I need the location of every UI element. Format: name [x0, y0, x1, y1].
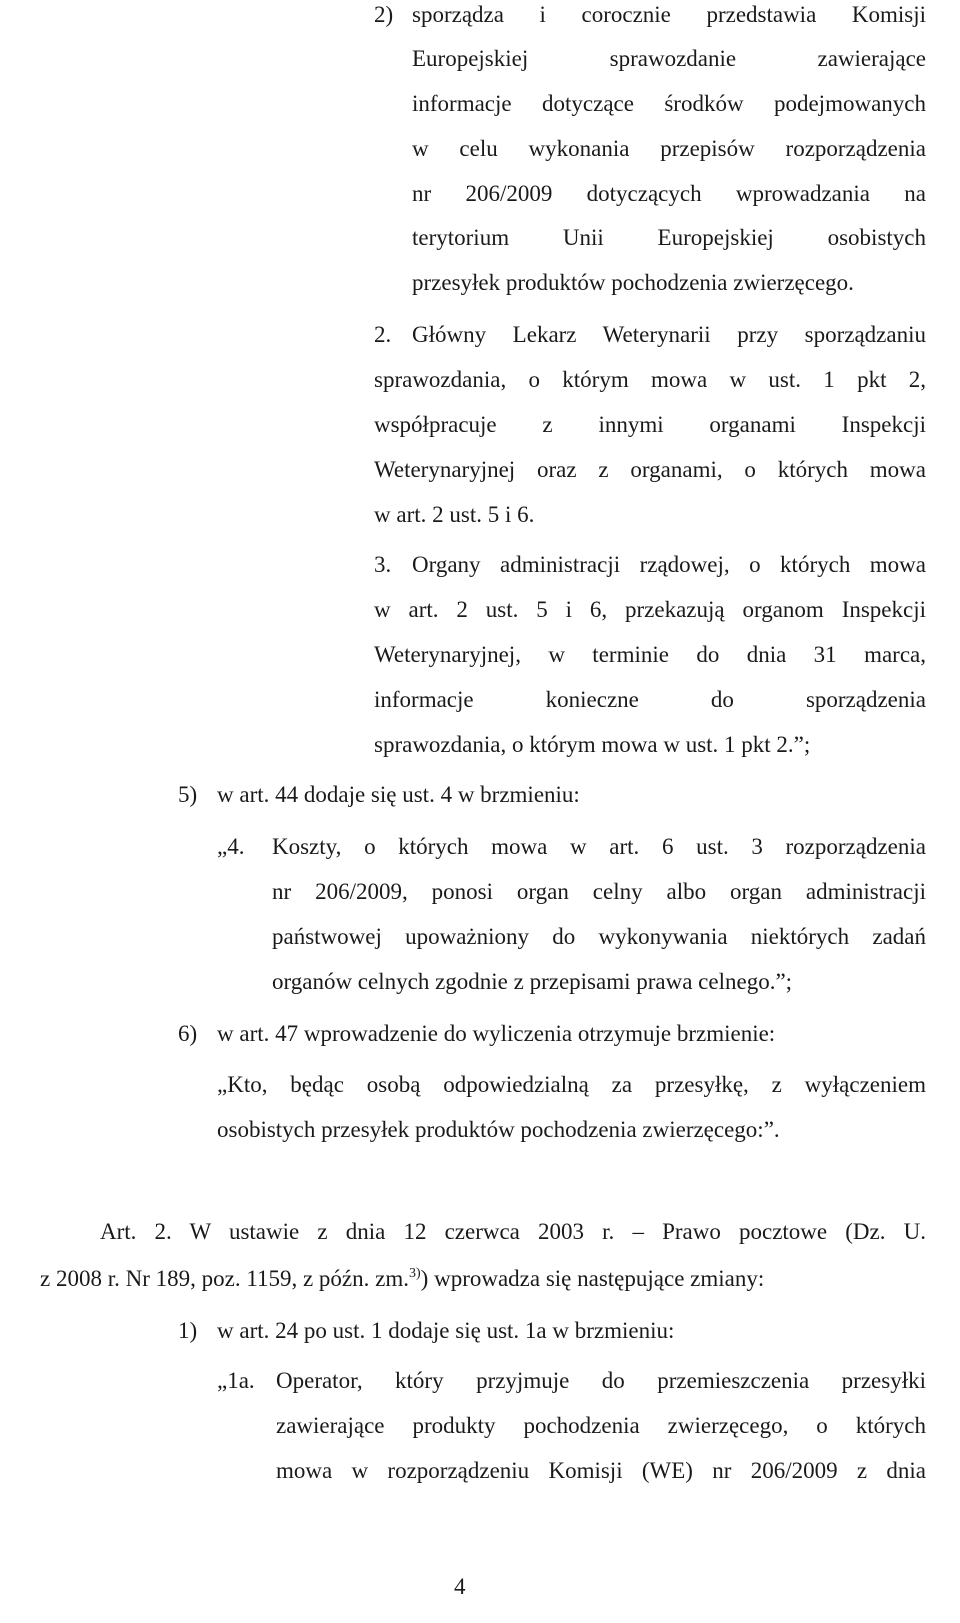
quote-1a-line: mowa w rozporządzeniu Komisji (WE) nr 206/2009 z dnia	[276, 1458, 926, 1483]
quote-1a-line: zawierające produkty pochodzenia zwierzęcego, o których	[276, 1413, 926, 1438]
item-number-5: 5)	[178, 782, 198, 807]
para-3-line-last: sprawozdania, o którym mowa w ust. 1 pkt 2.”;	[374, 732, 811, 757]
item-2-line: w celu wykonania przepisów rozporządzenia	[412, 136, 926, 161]
para-3-line: w art. 2 ust. 5 i 6, przekazują organom Inspekcji	[374, 597, 926, 622]
para-2-line-last: w art. 2 ust. 5 i 6.	[374, 502, 535, 527]
quote-kto-line: „Kto, będąc osobą odpowiedzialną za przesyłkę, z wyłączeniem	[217, 1072, 926, 1097]
item-2-line: Europejskiej sprawozdanie zawierające	[412, 46, 926, 71]
item-1-text: w art. 24 po ust. 1 dodaje się ust. 1a w brzmieniu:	[217, 1318, 675, 1343]
para-2-line: sprawozdania, o którym mowa w ust. 1 pkt 2,	[374, 367, 926, 392]
para-3-line: informacje konieczne do sporządzenia	[374, 687, 926, 712]
para-3-line: Weterynaryjnej, w terminie do dnia 31 marca,	[374, 642, 926, 667]
article-2-line-2	[40, 1264, 764, 1294]
para-2-line: Weterynaryjnej oraz z organami, o których mowa	[374, 457, 926, 482]
item-2-line: terytorium Unii Europejskiej osobistych	[412, 225, 926, 250]
page-number: 4	[454, 1574, 466, 1599]
para-number-2: 2.	[374, 322, 392, 347]
item-2-line: sporządza i corocznie przedstawia Komisji	[412, 2, 926, 27]
quote-1a-number: „1a.	[217, 1368, 255, 1393]
para-number-3: 3.	[374, 552, 392, 577]
item-2-line-last: przesyłek produktów pochodzenia zwierzęcego.	[412, 270, 854, 295]
para-2-line: współpracuje z innymi organami Inspekcji	[374, 412, 926, 437]
item-2-line: informacje dotyczące środków podejmowanych	[412, 91, 926, 116]
quote-4-line: nr 206/2009, ponosi organ celny albo organ administracji	[272, 879, 926, 904]
article-2-heading-line: Art. 2. W ustawie z dnia 12 czerwca 2003 r. – Prawo pocztowe (Dz. U.	[100, 1219, 926, 1244]
item-number-6: 6)	[178, 1021, 198, 1046]
item-6-text: w art. 47 wprowadzenie do wyliczenia otrzymuje brzmienie:	[217, 1021, 776, 1046]
quote-4-number: „4.	[217, 834, 245, 859]
quote-4-line: Koszty, o których mowa w art. 6 ust. 3 rozporządzenia	[272, 834, 926, 859]
article-2-text-after: ) wprowadza się następujące zmiany:	[420, 1266, 765, 1291]
para-3-line: Organy administracji rządowej, o których mowa	[412, 552, 926, 577]
item-5-text: w art. 44 dodaje się ust. 4 w brzmieniu:	[217, 782, 580, 807]
quote-1a-line: Operator, który przyjmuje do przemieszczenia przesyłki	[276, 1368, 926, 1393]
para-2-line: Główny Lekarz Weterynarii przy sporządzaniu	[412, 322, 926, 347]
quote-kto-line-last: osobistych przesyłek produktów pochodzenia zwierzęcego:”.	[217, 1117, 780, 1142]
item-2-line: nr 206/2009 dotyczących wprowadzania na	[412, 181, 926, 206]
footnote-ref: 3)	[409, 1266, 421, 1281]
quote-4-line-last: organów celnych zgodnie z przepisami prawa celnego.”;	[272, 969, 793, 994]
quote-4-line: państwowej upoważniony do wykonywania niektórych zadań	[272, 924, 926, 949]
item-number-1: 1)	[178, 1318, 198, 1343]
article-2-text-before: z 2008 r. Nr 189, poz. 1159, z późn. zm.	[40, 1266, 409, 1291]
item-number-2: 2)	[374, 2, 394, 27]
